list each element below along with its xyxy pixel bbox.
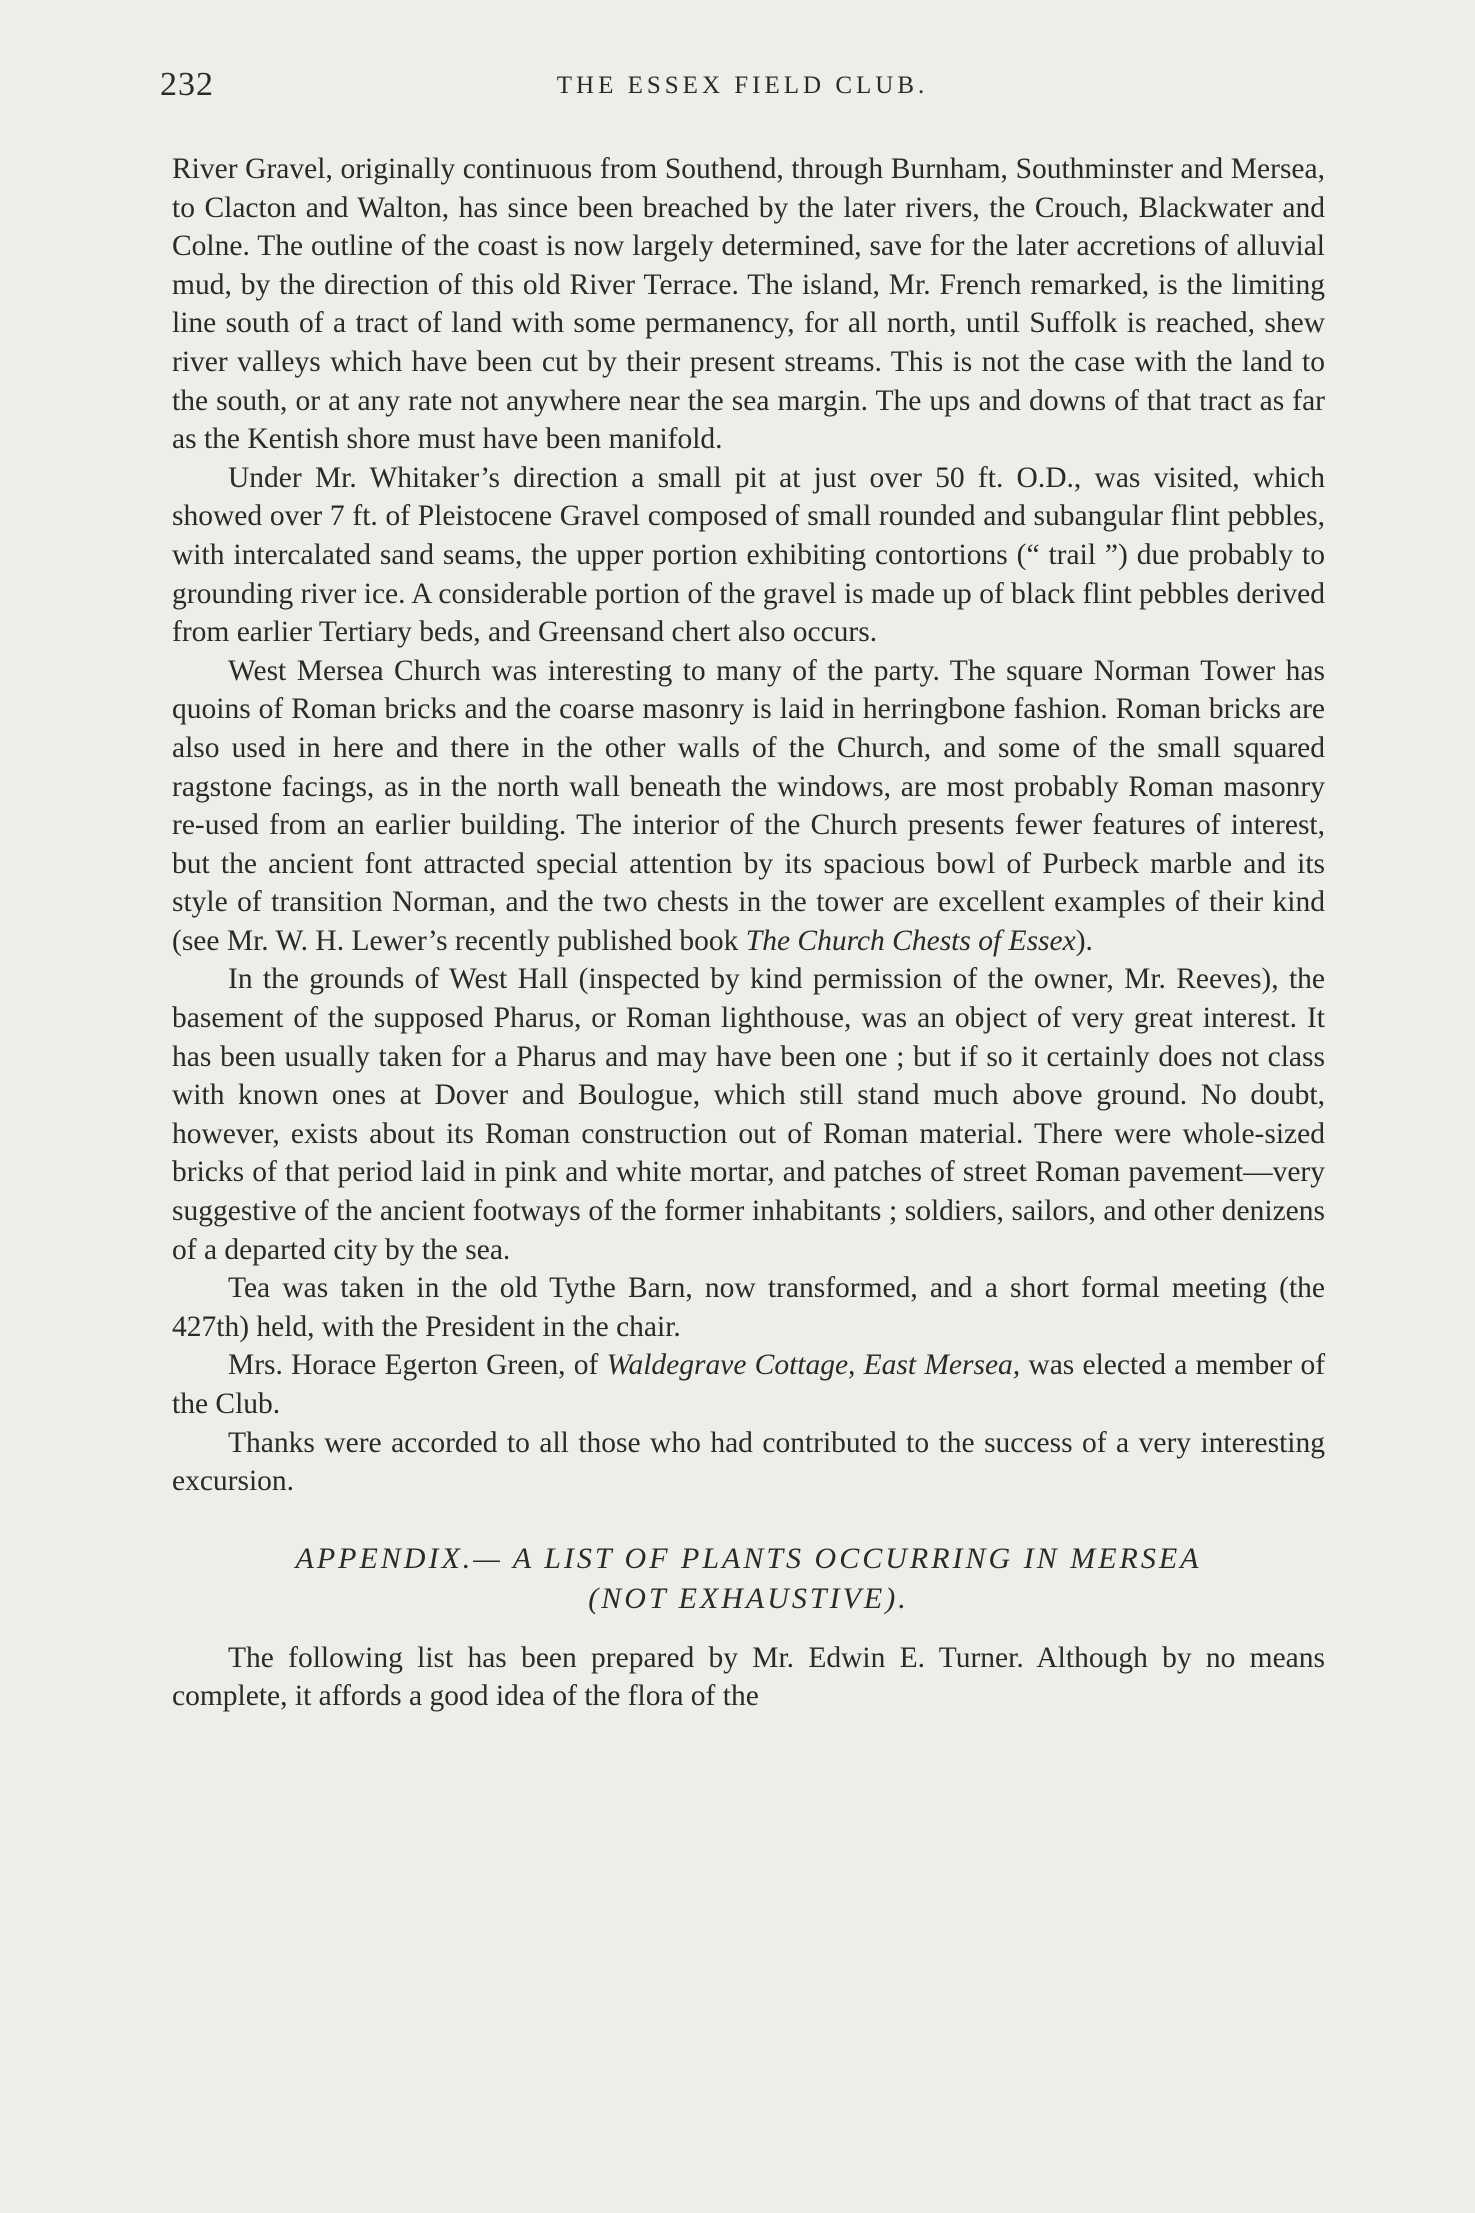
paragraph-thanks: Thanks were accorded to all those who had contributed to the success of a very interesting excursion. xyxy=(172,1426,1325,1498)
page-header xyxy=(160,66,1325,116)
appendix-title xyxy=(172,1539,1325,1619)
appendix-title-line-2: (NOT EXHAUSTIVE). xyxy=(588,1581,909,1615)
appendix-title-line-1: APPENDIX.— A LIST OF PLANTS OCCURRING IN MERSEA xyxy=(295,1541,1202,1575)
member-text: Mrs. Horace Egerton Green, of xyxy=(228,1349,599,1382)
paragraph-appendix-intro: The following list has been prepared by Mr. Edwin E. Turner. Although by no means complete, it affords a good idea of the flora of the xyxy=(172,1641,1325,1713)
body-text xyxy=(172,150,1325,1716)
paragraph-tythe-barn: Tea was taken in the old Tythe Barn, now transformed, and a short formal meeting (the 427th) held, with the President in the chair. xyxy=(172,1272,1325,1343)
book-close: ). xyxy=(1075,924,1093,957)
church-text: West Mersea Church was interesting to many of the party. The square Norman Tower has quoins of Roman bricks and the coarse masonry is laid in herringbone fashion. Roman bricks are also used in here and there in the other walls of the Church, and some of the small squared ragstone facings, as in the north wall beneath the windows, are most probably Roman masonry re-used from an earlier building. The interior of the Church presents fewer features of interest, but the ancient font attracted special attention by its spacious bowl of Purbeck marble and its style of transition Norman, and the two chests in the tower are excellent examples of their kind (see Mr. W. H. Lewer’s recently published book xyxy=(172,654,1325,957)
paragraph-west-hall: In the grounds of West Hall (inspected by kind permission of the owner, Mr. Reeves), the basement of the supposed Pharus, or Roman lighthouse, was an object of very great interest. It has been usually taken for a Pharus and may have been one ; but if so it certainly does not class with known ones at Dover and Boulogue, which still stand much above ground. No doubt, however, exists about its Roman construction out of Roman material. There were whole-sized bricks of that period laid in pink and white mortar, and patches of street Roman pavement—very suggestive of the ancient footways of the former inhabitants ; soldiers, sailors, and other denizens of a departed city by the sea. xyxy=(172,963,1325,1266)
member-address: Waldegrave Cottage, East Mersea, xyxy=(606,1349,1021,1382)
paragraph-river-gravel: River Gravel, originally continuous from Southend, through Burnham, Southminster and Mersea, to Clacton and Walton, has since been breached by the later rivers, the Crouch, Blackwater and Colne. The outline of the coast is now largely determined, save for the later accretions of alluvial mud, by the direction of this old River Terrace. The island, Mr. French remarked, is the limiting line south of a tract of land with some permanency, for all north, until Suffolk is reached, shew river valleys which have been cut by their present streams. This is not the case with the land to the south, or at any rate not anywhere near the sea margin. The ups and downs of that tract as far as the Kentish shore must have been manifold. xyxy=(172,153,1325,456)
paragraph-west-mersea-church xyxy=(172,652,1325,961)
member-text-tail: was elected a member of the Club. xyxy=(172,1349,1326,1420)
running-title: THE ESSEX FIELD CLUB. xyxy=(556,72,929,99)
page-number: 232 xyxy=(160,66,214,103)
paragraph-new-member xyxy=(172,1346,1325,1423)
book-title: The Church Chests of Essex xyxy=(745,924,1076,957)
paragraph-whitaker-pit: Under Mr. Whitaker’s direction a small pit at just over 50 ft. O.D., was visited, which showed over 7 ft. of Pleistocene Gravel composed of small rounded and subangular flint pebbles, with intercalated sand seams, the upper portion exhibiting contortions (“ trail ”) due probably to grounding river ice. A considerable portion of the gravel is made up of black flint pebbles derived from earlier Tertiary beds, and Greensand chert also occurs. xyxy=(172,461,1325,649)
